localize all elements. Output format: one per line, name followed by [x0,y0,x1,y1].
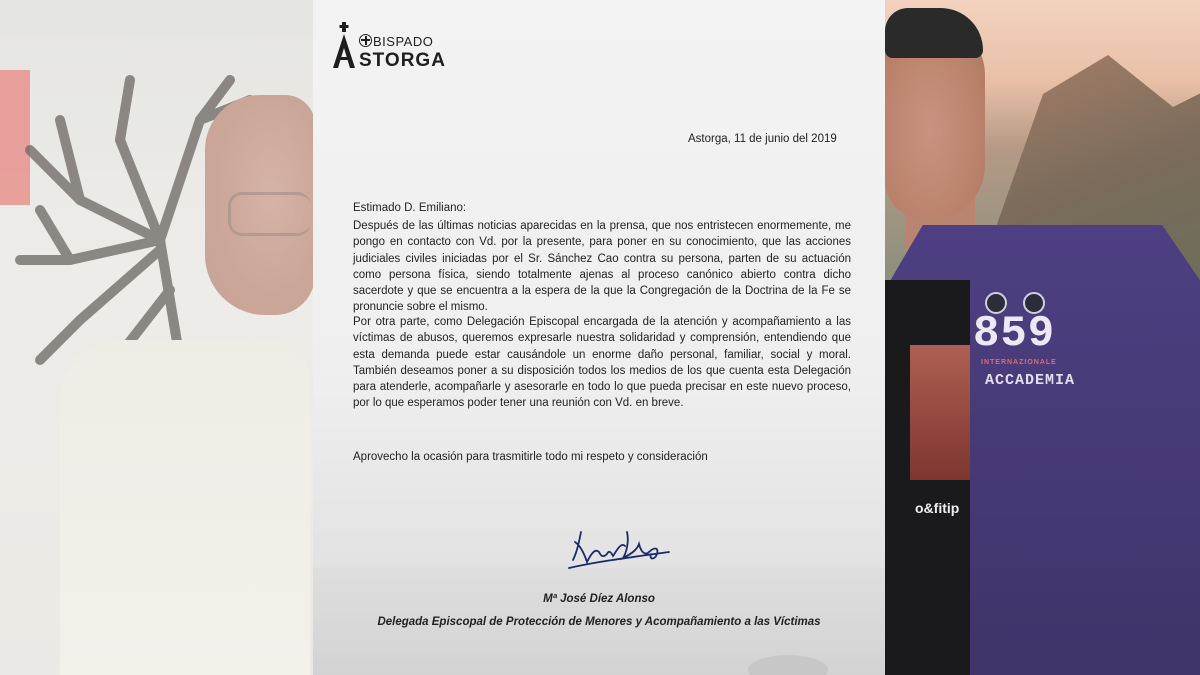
jacket-subtext: INTERNAZIONALE [981,359,1057,366]
left-photo-priest [0,0,313,675]
logo-obispado: BISPADO [359,34,433,49]
letter-paragraph-2: Por otra parte, como Delegación Episcopal encargada de la atención y acompañamiento a las víctimas de abusos, queremos expresarle nuestra solidaridad y comprensión, entendiendo que esta demanda puede estar causándole un enorme daño personal, familiar, social y moral. También deseamos poner a su disposición todos los medios de los que cuenta esta Delegación para atenderle, acompañarle y asesorarle en todo lo que pueda precisar en este nuevo proceso, por lo que esperamos poder tener una reunión con Vd. en breve. [353,316,851,410]
shirt-text: o&fitip [915,500,960,516]
man-hair [885,8,983,58]
letter-document [313,0,885,675]
letter-date: Astorga, 11 de junio del 2019 [688,133,837,145]
signer-title: Delegada Episcopal de Protección de Menores y Acompañamiento a las Víctimas [377,616,821,628]
letter-closing: Aprovecho la ocasión para trasmitirle todo mi respeto y consideración [353,451,708,463]
astorga-a-mark-icon [331,22,357,70]
letter-salutation: Estimado D. Emiliano: [353,202,467,214]
signer-name: Mª José Díez Alonso [543,593,655,605]
obispado-logo [331,22,471,72]
right-photo-man [885,0,1200,675]
jacket-number: 859 [973,309,1056,359]
handwritten-signature [565,512,675,576]
letter-paragraph-1: Después de las últimas noticias aparecidas en la prensa, que nos entristecen enormemente, me pongo en contacto con Vd. por la presente, para poner en su conocimiento, que las acciones judiciales civiles iniciadas por el Sr. Sánchez Cao contra su persona, parten de su actuación como persona física, siendo totalmente ajenas al proceso canónico abierto contra dicho sacerdote y que se encuentra a la espera de la que la Congregación de la Doctrina de la Fe se pronuncie sobre el mismo. [353,220,851,314]
logo-astorga: STORGA [359,50,446,71]
jacket-word: ACCADEMIA [985,372,1076,389]
shirt-print [910,345,970,480]
cross-circle-icon [359,34,372,47]
